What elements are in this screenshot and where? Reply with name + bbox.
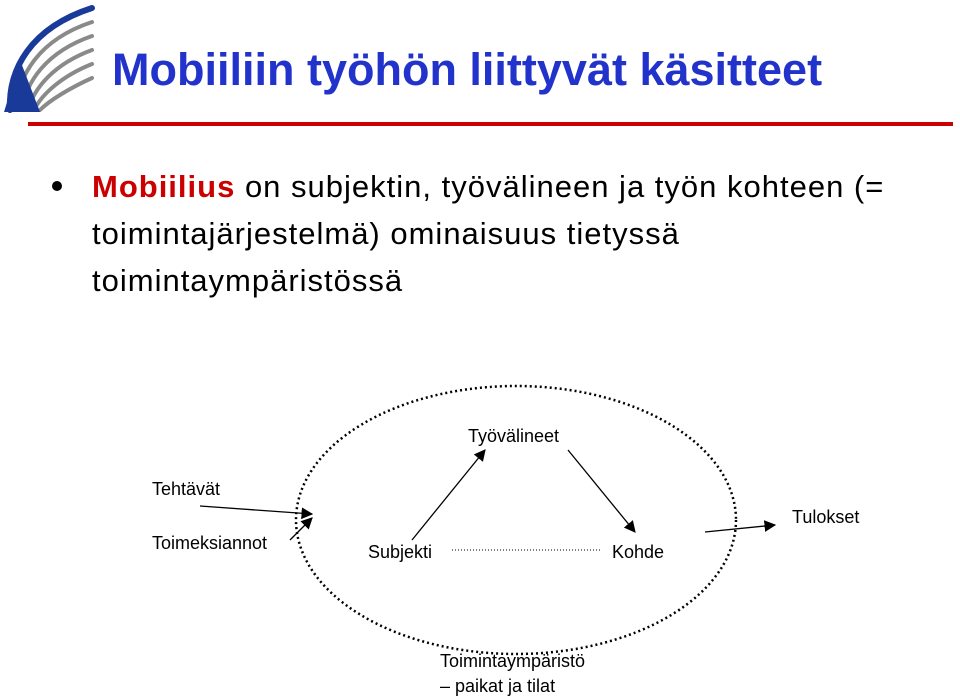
input-label-tasks: Tehtävät bbox=[152, 479, 221, 499]
object-label: Kohde bbox=[612, 542, 665, 562]
bullet-definition: on subjektin, työvälineen ja työn kohteen (= toimintajärjestelmä) ominaisuus tietyssä toimintaympäristössä bbox=[92, 169, 885, 298]
output-label: Tulokset bbox=[792, 507, 860, 527]
environment-label: Toimintaympäristö bbox=[440, 651, 586, 671]
output-arrow bbox=[705, 525, 775, 532]
tool-label: Työvälineet bbox=[468, 426, 560, 446]
subject-to-tool-arrow bbox=[412, 450, 485, 540]
input-arrow bbox=[290, 518, 312, 540]
slide-title: Mobiiliin työhön liittyvät käsitteet bbox=[112, 44, 823, 95]
tool-to-object-arrow bbox=[568, 450, 635, 532]
bullet-term: Mobiilius bbox=[92, 169, 236, 204]
input-arrow bbox=[200, 506, 312, 514]
environment-sublabel: – paikat ja tilat bbox=[440, 676, 556, 696]
input-label-assignments: Toimeksiannot bbox=[152, 533, 268, 553]
subject-label: Subjekti bbox=[368, 542, 433, 562]
